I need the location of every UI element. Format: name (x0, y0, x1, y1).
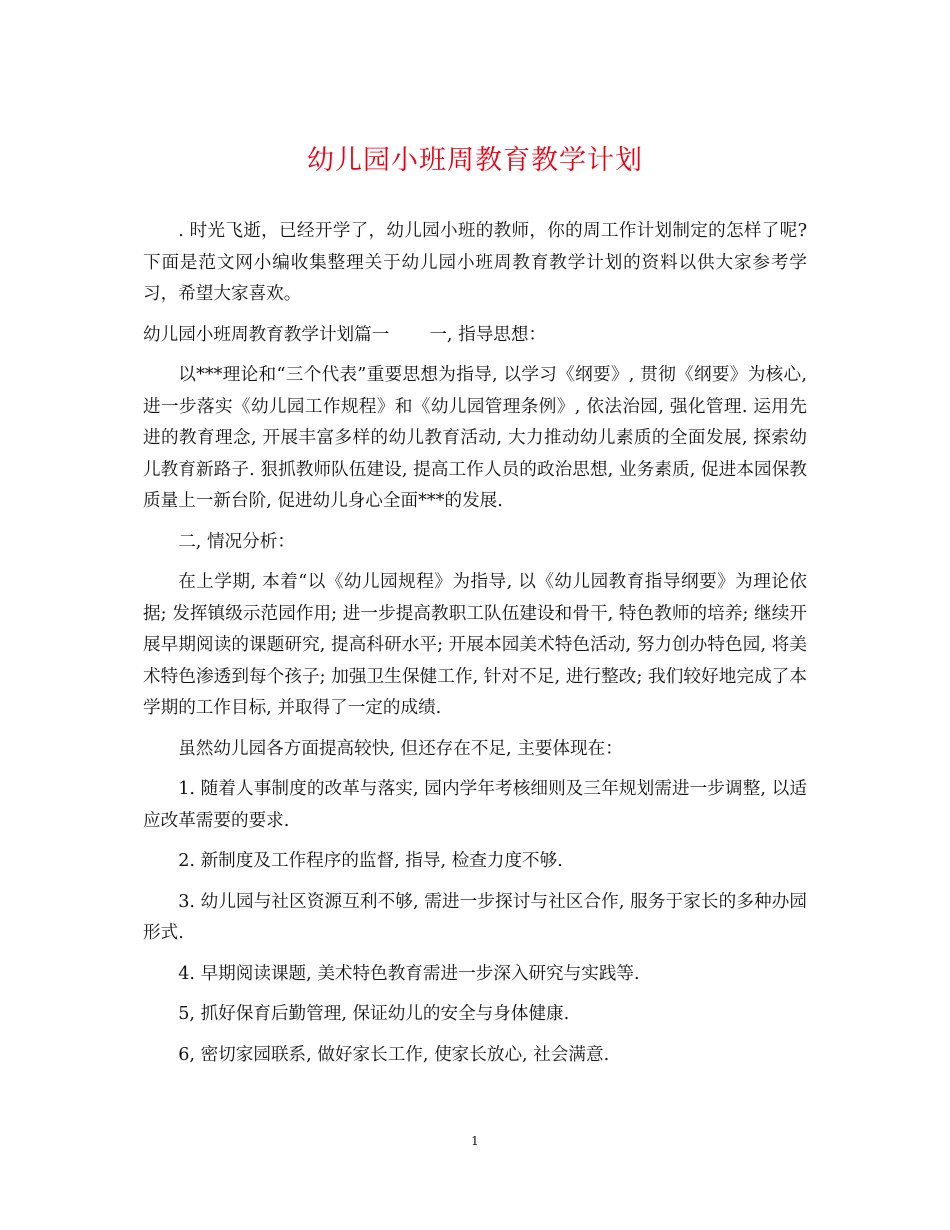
document-title: 幼儿园小班周教育教学计划 (307, 145, 643, 176)
shortcomings-paragraph: 虽然幼儿园各方面提高较快, 但还存在不足, 主要体现在： (178, 738, 623, 759)
second-heading: 二, 情况分析： (178, 531, 295, 552)
analysis-paragraph: 在上学期, 本着“以《幼儿园规程》为指导, 以《幼儿园教育指导纲要》为理论依据; 发挥镇级示范园作用; 进一步提高教职工队伍建设和骨干, 特色教师的培养; 继续开展早期阅读的课题研究, 提高科研水平; 开展本园美术特色活动, 努力创办特色园, 将美术特色渗透到每个孩子; 加强卫生保健工作, 针对不足, 进行整改; 我们较好地完成了本学期的工作目标, 并取得了一定的成绩. (143, 572, 807, 718)
document-body (143, 216, 807, 1080)
section-heading: 幼儿园小班周教育教学计划篇一 (143, 324, 390, 345)
intro-paragraph: . 时光飞逝，已经开学了，幼儿园小班的教师，你的周工作计划制定的怎样了呢?下面是范文网小编收集整理关于幼儿园小班周教育教学计划的资料以供大家参考学习，希望大家喜欢。 (143, 221, 807, 304)
section-heading-line (143, 320, 807, 352)
list-item: 4. 早期阅读课题, 美术特色教育需进一步深入研究与实践等. (178, 963, 640, 984)
list-item: 1. 随着人事制度的改革与落实, 园内学年考核细则及三年规划需进一步调整, 以适应改革需要的要求. (143, 779, 807, 831)
first-heading: 一, 指导思想： (429, 324, 547, 345)
list-item: 3. 幼儿园与社区资源互利不够, 需进一步探讨与社区合作, 服务于家长的多种办园形式. (143, 891, 807, 943)
list-item: 5, 抓好保育后勤管理, 保证幼儿的安全与身体健康. (178, 1004, 570, 1024)
guiding-paragraph: 以***理论和“三个代表”重要思想为指导, 以学习《纲要》, 贯彻《纲要》为核心, 进一步落实《幼儿园工作规程》和《幼儿园管理条例》, 依法治园, 强化管理. 运用先进的教育理念, 开展丰富多样的幼儿教育活动, 大力推动幼儿素质的全面发展, 探索幼儿教育新路子. 狠抓教师队伍建设, 提高工作人员的政治思想, 业务素质, 促进本园保教质量上一新台阶, 促进幼儿身心全面***的发展. (143, 365, 807, 511)
list-item: 2. 新制度及工作程序的监督, 指导, 检查力度不够. (178, 851, 563, 871)
list-item: 6, 密切家园联系, 做好家长工作, 使家长放心, 社会满意. (178, 1044, 610, 1065)
page-number: 1 (471, 1134, 479, 1148)
